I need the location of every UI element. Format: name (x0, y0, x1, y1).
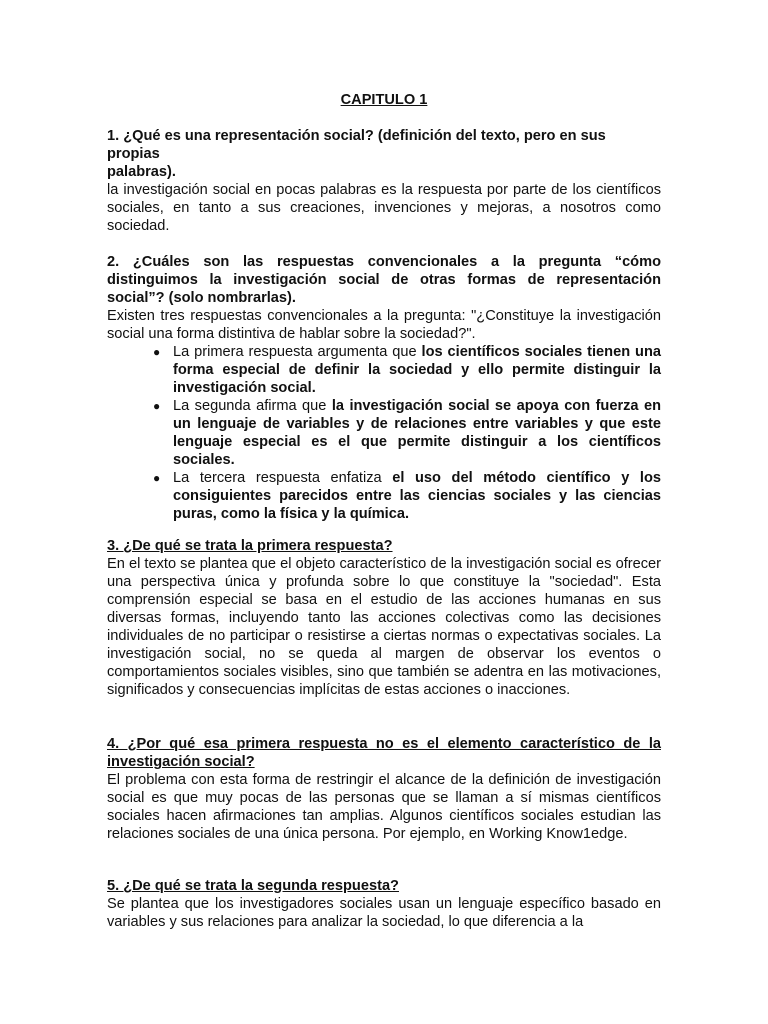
question-1-section (107, 127, 661, 235)
bullet-icon: ● (153, 345, 161, 359)
question-5-answer: Se plantea que los investigadores sociales usan un lenguaje específico basado en variables y sus relaciones para analizar la sociedad, lo que diferencia a la (107, 896, 661, 930)
question-1-answer: la investigación social en pocas palabras es la respuesta por parte de los científicos sociales, en tanto a sus creaciones, invenciones y mejoras, a nosotros como sociedad. (107, 182, 661, 234)
list-item: ● La tercera respuesta enfatiza el uso del método científico y los consiguientes parecidos entre las ciencias sociales y las ciencias puras, como la física y la química. (153, 470, 661, 522)
question-4-section (107, 735, 661, 843)
question-1-heading-line1: 1. ¿Qué es una representación social? (definición del texto, pero en sus propias (107, 128, 606, 162)
question-3-heading: 3. ¿De qué se trata la primera respuesta? (107, 538, 393, 554)
bullet-icon: ● (153, 471, 161, 485)
question-1-heading (107, 127, 661, 181)
list-item: ● La segunda afirma que la investigación social se apoya con fuerza en un lenguaje de variables y de relaciones entre variables y que este lenguaje especial es el que permite distinguir a los científicos sociales. (153, 398, 662, 468)
chapter-title: CAPITULO 1 (340, 92, 428, 108)
question-2-answer: Existen tres respuestas convencionales a la pregunta: "¿Constituye la investigación social una forma distintiva de hablar sobre la sociedad?". (107, 308, 661, 342)
question-2-section (107, 253, 661, 523)
list-item: ● La primera respuesta argumenta que los científicos sociales tienen una forma especial de definir la sociedad y ello permite distinguir la investigación social. (153, 344, 661, 396)
question-2-bullet-list (107, 343, 661, 523)
question-5-heading: 5. ¿De qué se trata la segunda respuesta? (107, 878, 399, 894)
question-1-heading-line2: palabras). (107, 164, 176, 180)
bullet-icon: ● (153, 399, 161, 413)
question-2-heading: 2. ¿Cuáles son las respuestas convencionales a la pregunta “cómo distinguimos la investigación social de otras formas de representación social”? (solo nombrarlas). (107, 254, 661, 306)
question-4-answer: El problema con esta forma de restringir el alcance de la definición de investigación social es que muy pocas de las personas que se llaman a sí mismas científicos sociales hacen afirmaciones tan amplias. Algunos científicos sociales estudian las relaciones sociales de una única persona. Por ejemplo, en Working Know1edge. (107, 772, 661, 842)
question-4-heading: 4. ¿Por qué esa primera respuesta no es el elemento característico de la investigación social? (107, 736, 661, 770)
question-3-section (107, 537, 661, 699)
question-5-section (107, 877, 661, 931)
question-3-answer: En el texto se plantea que el objeto característico de la investigación social es ofrecer una perspectiva única y profunda sobre lo que constituye la "sociedad". Esta comprensión especial se basa en el estudio de las acciones humanas en sus diversas formas, incluyendo tanto las acciones colectivas como las decisiones individuales de no participar o resistirse a ciertas normas o expectativas sociales. La investigación social, no se queda al margen de observar los eventos o comportamientos sociales visibles, sino que también se adentra en las motivaciones, significados y consecuencias implícitas de estas acciones o inacciones. (107, 556, 661, 698)
